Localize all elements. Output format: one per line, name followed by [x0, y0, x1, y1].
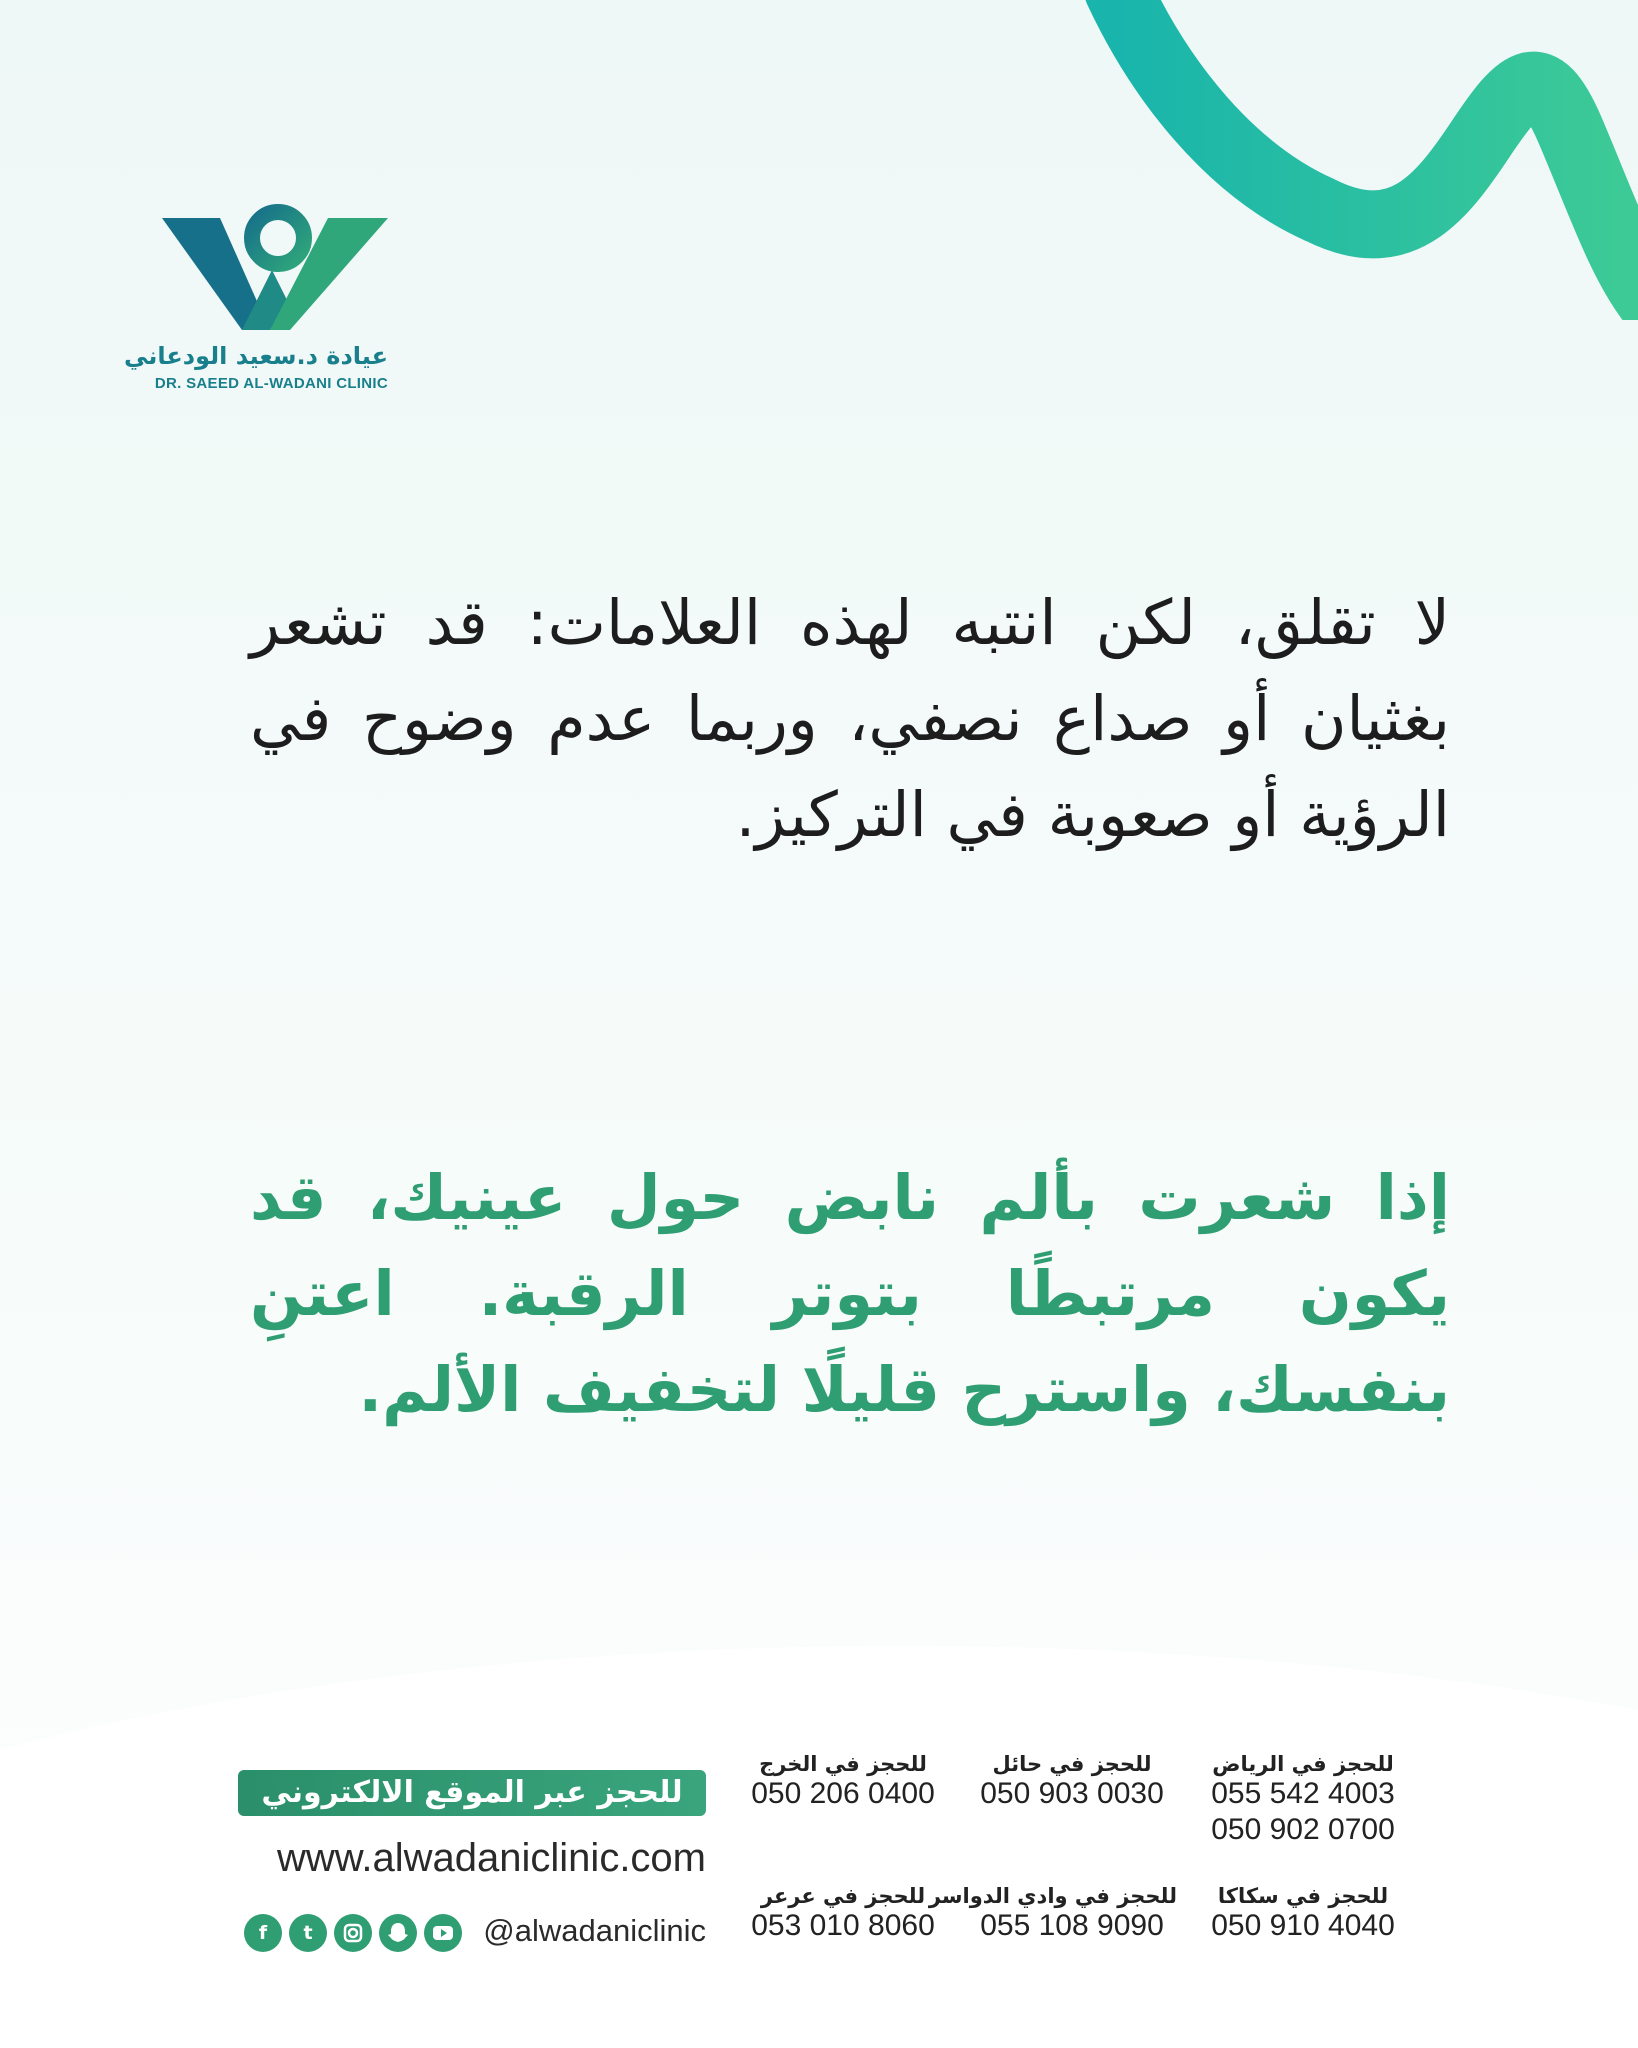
branch-phone[interactable]: 050 206 0400 — [751, 1777, 935, 1810]
clinic-name-english: DR. SAEED AL-WADANI CLINIC — [154, 375, 388, 392]
branch-title: للحجز في وادي الدواسر — [928, 1884, 1177, 1908]
warning-signs-paragraph: لا تقلق، لكن انتبه لهذه العلامات: قد تشعر بغثيان أو صداع نصفي، وربما عدم وضوح في الرؤية أو صعوبة في التركيز. — [250, 586, 1450, 851]
branch-kharj — [738, 1752, 948, 1812]
twitter-icon[interactable]: t — [289, 1914, 327, 1952]
clinic-logo — [124, 190, 400, 400]
branch-title: للحجز في الخرج — [759, 1752, 927, 1776]
branch-hail — [967, 1752, 1177, 1812]
facebook-icon[interactable]: f — [244, 1914, 282, 1952]
branch-phone[interactable]: 055 108 9090 — [980, 1909, 1164, 1942]
social-handle[interactable]: @alwadaniclinic — [483, 1913, 706, 1948]
branch-phone[interactable]: 050 903 0030 — [980, 1777, 1164, 1810]
branch-sakaka — [1198, 1884, 1408, 1944]
branch-phone[interactable]: 050 902 0700 — [1211, 1813, 1395, 1846]
branch-arar — [738, 1884, 948, 1944]
neck-tension-paragraph: إذا شعرت بألم نابض حول عينيك، قد يكون مرتبطًا بتوتر الرقبة. اعتنِ بنفسك، واسترح قليلًا لتخفيف الألم. — [250, 1161, 1450, 1426]
branch-phone[interactable]: 055 542 4003 — [1211, 1777, 1395, 1810]
branch-title: للحجز في الرياض — [1212, 1752, 1394, 1776]
branch-wadi-aldawasir — [928, 1884, 1177, 1944]
branch-phone[interactable]: 053 010 8060 — [751, 1909, 935, 1942]
branch-phone[interactable]: 050 910 4040 — [1211, 1909, 1395, 1942]
branch-title: للحجز في سكاكا — [1217, 1884, 1389, 1908]
website-link[interactable]: www.alwadaniclinic.com — [276, 1836, 706, 1880]
branch-riyadh — [1198, 1752, 1408, 1848]
instagram-icon[interactable] — [334, 1914, 372, 1952]
branch-title: للحجز في عرعر — [760, 1884, 926, 1908]
branch-title: للحجز في حائل — [992, 1752, 1152, 1776]
web-booking-badge[interactable]: للحجز عبر الموقع الالكتروني — [238, 1770, 706, 1816]
clinic-name-arabic: عيادة د.سعيد الودعاني — [124, 342, 388, 370]
youtube-icon[interactable] — [424, 1914, 462, 1952]
logo-mark-icon — [160, 190, 390, 340]
snapchat-icon[interactable] — [379, 1914, 417, 1952]
